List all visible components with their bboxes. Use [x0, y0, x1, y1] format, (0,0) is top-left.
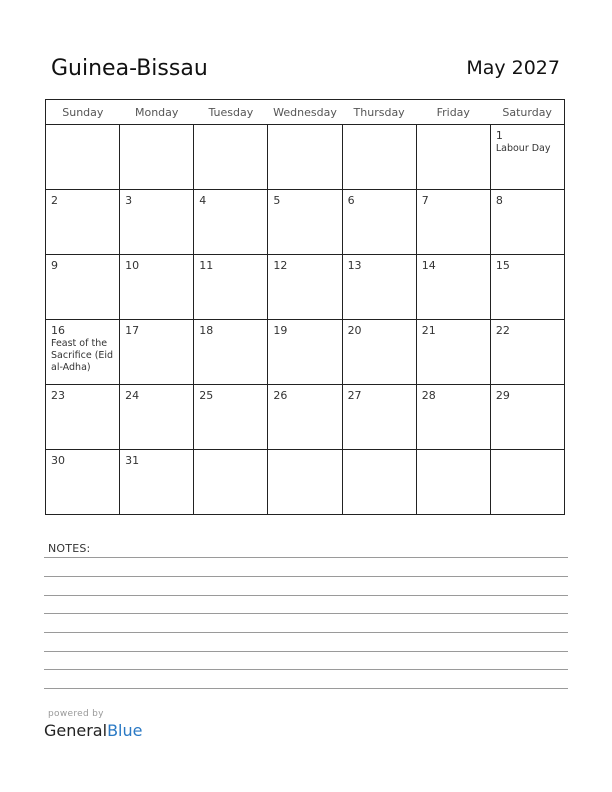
day-number: 1: [495, 129, 503, 142]
day-number: 9: [51, 259, 58, 272]
day-cell[interactable]: [490, 255, 564, 320]
day-cell[interactable]: [120, 190, 194, 255]
brand-blue-text: Blue: [107, 721, 143, 740]
day-cell[interactable]: [268, 320, 342, 385]
day-number: 20: [347, 324, 362, 337]
day-cell[interactable]: [194, 385, 268, 450]
day-cell[interactable]: [490, 190, 564, 255]
calendar-weeks: [46, 125, 565, 515]
note-line: [44, 613, 568, 614]
day-number: 6: [347, 194, 355, 207]
day-number: 27: [347, 389, 362, 402]
day-cell[interactable]: [194, 190, 268, 255]
day-cell[interactable]: [342, 125, 416, 190]
day-cell[interactable]: [416, 450, 490, 515]
day-number: 17: [125, 324, 140, 337]
day-cell[interactable]: [46, 125, 120, 190]
day-cell[interactable]: [120, 385, 194, 450]
calendar-week-row: [46, 450, 565, 515]
holiday-label: Feast of the Sacrifice (Eid al-Adha): [51, 338, 114, 373]
day-cell[interactable]: [490, 125, 564, 190]
day-cell[interactable]: [46, 255, 120, 320]
day-number: 4: [199, 194, 207, 207]
day-cell[interactable]: [268, 385, 342, 450]
day-number: 8: [495, 194, 503, 207]
day-number: 30: [51, 454, 65, 467]
day-cell[interactable]: [194, 450, 268, 515]
note-line: [44, 595, 568, 596]
notes-label: NOTES:: [48, 542, 91, 555]
day-cell[interactable]: [416, 320, 490, 385]
weekday-tuesday: Tuesday: [194, 100, 268, 125]
day-number: 15: [495, 259, 510, 272]
day-cell[interactable]: [120, 450, 194, 515]
day-cell[interactable]: [342, 190, 416, 255]
day-number: 16: [51, 324, 65, 337]
day-number: 7: [421, 194, 429, 207]
weekday-sunday: Sunday: [46, 100, 120, 125]
day-number: 21: [421, 324, 436, 337]
note-line: [44, 688, 568, 689]
calendar-week-row: [46, 125, 565, 190]
holiday-label: Labour Day: [495, 143, 551, 154]
day-cell[interactable]: [120, 125, 194, 190]
calendar-week-row: [46, 255, 565, 320]
weekday-friday: Friday: [416, 100, 490, 125]
note-line: [44, 632, 568, 633]
weekday-saturday: Saturday: [490, 100, 564, 125]
weekday-monday: Monday: [120, 100, 194, 125]
weekday-wednesday: Wednesday: [268, 100, 342, 125]
day-cell[interactable]: [416, 255, 490, 320]
day-cell[interactable]: [490, 450, 564, 515]
day-cell[interactable]: [342, 255, 416, 320]
day-cell[interactable]: [416, 125, 490, 190]
day-cell[interactable]: [268, 190, 342, 255]
day-cell[interactable]: [342, 320, 416, 385]
day-number: 26: [273, 389, 288, 402]
day-number: 12: [273, 259, 288, 272]
day-number: 3: [125, 194, 133, 207]
day-cell[interactable]: [194, 320, 268, 385]
day-cell[interactable]: [194, 255, 268, 320]
day-cell[interactable]: [342, 385, 416, 450]
day-number: 24: [125, 389, 140, 402]
calendar-month-title: May 2027: [466, 57, 560, 79]
day-cell[interactable]: [342, 450, 416, 515]
day-cell[interactable]: [46, 385, 120, 450]
note-line: [44, 557, 568, 558]
weekday-thursday: Thursday: [342, 100, 416, 125]
day-number: 10: [125, 259, 140, 272]
note-line: [44, 576, 568, 577]
calendar-week-row: [46, 320, 565, 385]
calendar-week-row: [46, 190, 565, 255]
calendar-grid: [45, 99, 565, 515]
day-number: 13: [347, 259, 362, 272]
day-number: 11: [199, 259, 214, 272]
day-number: 23: [51, 389, 65, 402]
day-number: 29: [495, 389, 510, 402]
day-cell[interactable]: [268, 450, 342, 515]
day-number: 18: [199, 324, 214, 337]
day-number: 22: [495, 324, 510, 337]
day-cell[interactable]: [490, 320, 564, 385]
calendar-country-title: Guinea-Bissau: [51, 56, 208, 81]
day-cell[interactable]: [416, 385, 490, 450]
day-cell[interactable]: [46, 190, 120, 255]
day-number: 28: [421, 389, 436, 402]
day-cell[interactable]: [46, 450, 120, 515]
day-number: 2: [51, 194, 58, 207]
day-cell[interactable]: [490, 385, 564, 450]
day-cell[interactable]: [46, 320, 120, 385]
day-number: 31: [125, 454, 140, 467]
day-cell[interactable]: [120, 320, 194, 385]
day-cell[interactable]: [268, 255, 342, 320]
day-number: 5: [273, 194, 281, 207]
calendar-week-row: [46, 385, 565, 450]
day-cell[interactable]: [416, 190, 490, 255]
brand-general-text: General: [44, 721, 108, 740]
day-cell[interactable]: [194, 125, 268, 190]
generalblue-logo[interactable]: [44, 721, 142, 740]
day-number: 19: [273, 324, 288, 337]
day-cell[interactable]: [268, 125, 342, 190]
day-cell[interactable]: [120, 255, 194, 320]
note-line: [44, 669, 568, 670]
note-line: [44, 651, 568, 652]
weekday-header-row: [46, 100, 565, 125]
powered-by-text: powered by: [48, 709, 104, 719]
day-number: 14: [421, 259, 436, 272]
day-number: 25: [199, 389, 214, 402]
